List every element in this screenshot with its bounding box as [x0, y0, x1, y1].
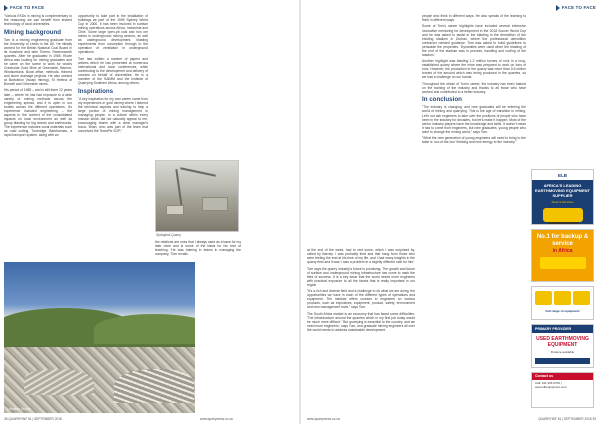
section-heading: Inspirations — [78, 87, 114, 95]
paragraph: His period of 1985 – and is still there 22 years later – where he has had exposure to a wide variety of mining methods across the engineering spread, and it is open in our bodies across the different operations. It's experience included engineering – the aspects in the context of the consolidated impacts on local environment as well as group blasting for big stones and earthworks. The experience includes vocal materials such as road cutting, Tunbridge, Barkhannas, a rapid transport system, along with an — [4, 88, 72, 137]
paragraph: Another highlight was blasting 1.2 million tonnes of rock in a long-established quarry where the mine was prepared to work on tons of rock. However, the production in the quarry was more than 0.6 million tonnes of the amount which was being produced in the quarries, so we had a challenge on our hands. — [422, 59, 526, 80]
used-equipment-advert[interactable] — [531, 324, 594, 368]
excavator-icon — [543, 208, 583, 222]
paragraph: "It's a rich and diverse field and a challenge to do what we are doing, the opportunities we have in each of the different types of operations and equipment. The Institute offers courses to engineers on various products, such as explosives, equipment, product, safety, environment and new management tools," says Tom. — [307, 289, 415, 310]
advert-header: Contact us — [532, 373, 593, 380]
footer-url: www.quarrynews.co.za — [307, 417, 340, 421]
page-footer: 38 QUARRYINF 81 | SEPTEMBER 2018 — [4, 417, 62, 421]
right-header — [556, 4, 596, 11]
advert-label: Full range of equipment — [545, 309, 580, 313]
paragraph: Some of Tom's career highlights have included several extensive innovative mentoring for development in the 2018 Soccer World Cup and he was asked to assist in the blasting in the demolition of the existing stadium in Durban, where the professional demolition contractor needed guidance. Tom was asked to build guidelines to persuade the properties. 'Dynamites were used when the blasting of the roof of the stadium was in process, handling and roofing of the stadium.' — [422, 24, 526, 57]
right-column-1 — [307, 248, 415, 410]
elb-advert[interactable] — [531, 169, 594, 225]
left-column-3 — [155, 240, 241, 262]
paragraph: Tom is a mining engineering graduate from the University of Leeds in the UK. He initially worked for the British National Coal Board in its ironstone and later Tintern, Ravensworth quarries. After he graduated in 1985, Roofe Africa was looking for mining graduates and he came on the scene to work for what's Greenside Gold Mine at Greenside, Barmor, Windsorbank, Boral office, methods, thinned and stone drainage projects. He also worked at Bartoshon (Iscapi mining), St Helena of Borwell and Greenside mines. — [4, 37, 72, 87]
section-heading: In conclusion — [422, 96, 462, 104]
loader-icon — [535, 291, 552, 305]
equipment-range-advert[interactable] — [531, 286, 594, 320]
advert-subtitle: Fleet & Services — [551, 200, 574, 205]
contact-advert[interactable] — [531, 372, 594, 408]
paragraph: Throughout the whole of Tom's career, the industry has been trained on the training of the industry and thanks to all those who have worked and contributed to a better industry. — [422, 81, 526, 94]
paragraph: the relations are ones that I always used as a base for my later mine and is some of the basis for his love of teaching. 'He was training in teams in managing the company, 'Tom recalls. — [155, 240, 241, 257]
paragraph: The South Africa market is an economy that has faced some difficulties. 'The infrastructure around the quarries which in my first job today would be much more difficult.' 'But quarrying is essential to the country, and we need more engineers,' says Tom, and graduate mining engineers all over the world needs to address sustainable development. — [307, 311, 415, 333]
springbok-quarry-photo — [155, 160, 239, 232]
paragraph: Tom says the quarry industry's future is promising. The growth and future of surface and underground mining infrastructure has come to mark the field of success. It is a key issue that the world needs more engineers with practical exposure to all the facets that is really important in our region. — [307, 266, 415, 287]
paragraph: at the end of the week, had to rest some, which I was surprised by, called by Barney. I was probably tired and that hang from those who were feeling the end at his time of my life, and I had many insights in the quarry field and it was 'I was a problem in a slightly different side for him'. — [307, 248, 415, 265]
paragraph: people who think in different ways. He also speaks of the learning to think in different ways. — [422, 14, 526, 23]
section-heading: Mining background — [4, 28, 62, 36]
dozer-icon — [554, 291, 571, 305]
paragraph: "A key inspiration for my own career came from my experiences in gold mining where I learned the technical aspects and training to help a large portion of mining management in managing people, in a culture within every mission which did not naturally appeal to me, encouraging teams with a clear manager's focus. Brian, who was part of the team that conceived the TeamPic SOP," — [78, 96, 148, 133]
advert-contact-text: Call: 011 306 0700 | www.elbequipment.com — [535, 381, 567, 389]
left-column-1 — [4, 14, 72, 259]
advert-logo: ELB — [532, 170, 593, 180]
left-column-2 — [78, 14, 148, 259]
section-tag: FACE TO FACE — [10, 5, 45, 10]
machine-icon — [540, 257, 586, 269]
advert-header: PRIMARY PROVIDER — [532, 325, 593, 333]
paragraph: Tom has written a number of papers and articles which he has presented at numerous international and local conferences, while contributing to the development and delivery of courses on behalf of universities. He is a member of the SAIMM and the Institute of Quarrying Southern Africa, among others. — [78, 56, 148, 86]
advert-headline: USED EARTHMOVING EQUIPMENT — [536, 336, 589, 348]
left-page — [0, 0, 299, 424]
page-footer: QUARRYINF 81 | SEPTEMBER 2018 39 — [538, 417, 596, 421]
header-triangle-icon — [556, 5, 560, 11]
paragraph: "The industry is changing, and new graduates will be entering the world of mining and quarrying. This is the age of transition in mining. Let's not ask engineers to take over the positions of people who have been in the industry for decades, but let's make it happen. Most of the senior industry players have the knowledge and skills. It doesn't mean it has to come from engineers, but new graduates, young people who want to change the mining world," says Tom. — [422, 105, 526, 134]
advert-subtitle: Finance available — [550, 350, 575, 354]
lichtdom-quarry-photo — [4, 262, 195, 413]
paragraph: opportunity to take part in the installation of buildings as part of the 1995 Sydney World Cup in 2000. It has been involved in surface mining operations across Africa, Indonesia and Chile. Some large open-pit coal and iron ore mines in underground mining sectors, as well as underground development, blasting experiments from conception through to the operation of ventilation in underground operations. — [78, 14, 148, 55]
advert-title: AFRICA'S LEADING EARTHMOVING EQUIPMENT SUPPLIER — [535, 183, 590, 198]
advert-subheadline: in Africa — [552, 248, 573, 254]
paragraph: "What the new generation of young engineers will need to bring to the table is 'out-of-the-box' thinking and new energy to the industry." — [422, 136, 526, 145]
paragraph: "Various EKDs in mining is complementary to the reasoning we can benefit from shared technology of local universities. — [4, 14, 72, 27]
photo-caption: Lichtdom Quarry — [7, 407, 31, 411]
backup-service-advert[interactable] — [531, 229, 594, 282]
truck-icon — [573, 291, 590, 305]
section-tag: FACE TO FACE — [561, 5, 596, 10]
advert-headline: No.1 for backup & service — [536, 234, 589, 247]
footer-url: www.quarrynews.co.za — [200, 417, 233, 421]
photo-caption: Springbok Quarry — [156, 233, 181, 237]
header-triangle-icon — [4, 5, 8, 11]
left-header — [4, 4, 44, 11]
right-column-2 — [422, 14, 526, 410]
